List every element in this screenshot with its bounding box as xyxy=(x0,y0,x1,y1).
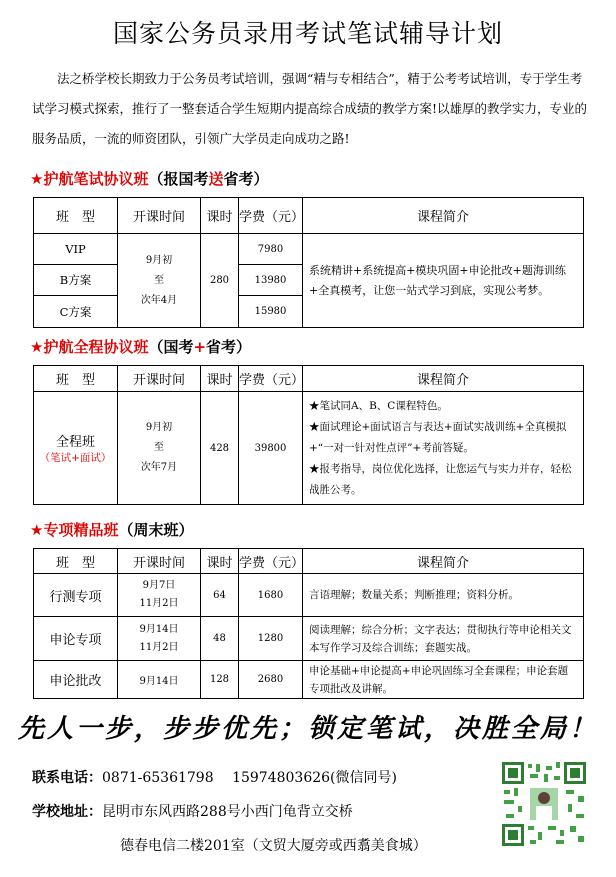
row-fee: 13980 xyxy=(239,265,303,296)
time-line: 9月7日 xyxy=(142,580,176,591)
section1-title: ★护航笔试协议班 xyxy=(30,170,149,188)
section1-paren-open: （报国考 xyxy=(148,170,209,188)
row-type: 申论批改 xyxy=(34,661,118,699)
row-desc: 阅读理解；综合分析；文字表达；贯彻执行等申论相关文本写作学习及综合训练；套题实战。 xyxy=(303,617,584,661)
time-line: 11月2日 xyxy=(139,641,179,653)
row-time xyxy=(118,574,201,617)
time-line: 9月初 xyxy=(145,254,173,266)
table-header-row xyxy=(34,198,584,234)
row-time xyxy=(118,234,201,328)
row-type: C方案 xyxy=(34,296,118,328)
table-header-row xyxy=(34,549,584,574)
time-line: 11月2日 xyxy=(139,598,179,609)
desc-line: ★面试理论+面试语言与表达+面试实战训练+全真模拟+“一对一针对性点评”+考前答疑。 xyxy=(309,420,567,454)
row-type: 行测专项 xyxy=(34,574,118,617)
header-type: 班 型 xyxy=(34,366,118,392)
row-hours: 428 xyxy=(201,392,239,505)
section1-paren-close: 省考） xyxy=(223,170,269,188)
table-row xyxy=(34,392,584,505)
time-line: 9月初 xyxy=(145,422,173,433)
phone-value: 0871-65361798 15974803626(微信同号) xyxy=(102,770,397,786)
section2-table xyxy=(33,365,584,505)
header-desc: 课程简介 xyxy=(303,549,584,574)
row-desc: 申论基础+申论提高+申论巩固练习全套课程；申论套题专项批改及讲解。 xyxy=(303,661,584,699)
type-sublabel: （笔试+面试） xyxy=(39,452,112,464)
row-fee: 39800 xyxy=(239,392,303,505)
header-fee: 学费（元） xyxy=(239,366,303,392)
row-fee: 1680 xyxy=(239,574,303,617)
header-type: 班 型 xyxy=(34,198,118,234)
qr-code-icon xyxy=(500,760,588,848)
section2-title: ★护航全程协议班 xyxy=(30,338,149,356)
table-header-row xyxy=(34,366,584,392)
section1-red-word: 送 xyxy=(208,170,224,188)
time-line: 至 xyxy=(154,442,164,453)
header-time: 开课时间 xyxy=(118,549,201,574)
header-desc: 课程简介 xyxy=(303,198,584,234)
row-type: 申论专项 xyxy=(34,617,118,661)
time-line: 9月14日 xyxy=(139,623,179,635)
row-fee: 15980 xyxy=(239,296,303,328)
header-desc: 课程简介 xyxy=(303,366,584,392)
section3-title: ★专项精品班 xyxy=(30,521,119,539)
row-hours: 48 xyxy=(201,617,239,661)
header-hours: 课时 xyxy=(201,366,239,392)
header-type: 班 型 xyxy=(34,549,118,574)
contact-address xyxy=(32,801,353,821)
header-fee: 学费（元） xyxy=(239,549,303,574)
table-row xyxy=(34,617,584,661)
section2-paren-close: 省考） xyxy=(206,338,252,356)
header-hours: 课时 xyxy=(201,198,239,234)
table-row xyxy=(34,661,584,699)
header-fee: 学费（元） xyxy=(239,198,303,234)
header-hours: 课时 xyxy=(201,549,239,574)
row-fee: 1280 xyxy=(239,617,303,661)
row-time: 9月14日 xyxy=(118,661,201,699)
page-title: 国家公务员录用考试笔试辅导计划 xyxy=(112,19,503,48)
time-line: 至 xyxy=(154,274,164,286)
desc-line: ★报考指导，岗位优化选择，让您运气与实力并存，轻松战胜公考。 xyxy=(309,462,572,496)
address-label: 学校地址： xyxy=(32,804,102,820)
row-type xyxy=(34,392,118,505)
section3-table xyxy=(33,548,584,699)
row-hours: 280 xyxy=(201,234,239,328)
table-row xyxy=(34,234,584,265)
contact-phone xyxy=(32,767,397,787)
section3-paren: （周末班） xyxy=(118,521,194,539)
row-time xyxy=(118,617,201,661)
row-fee: 2680 xyxy=(239,661,303,699)
time-line: 次年4月 xyxy=(140,294,178,306)
section1-table xyxy=(33,197,584,328)
desc-line: ★笔试同A、B、C课程特色。 xyxy=(309,399,448,412)
row-hours: 128 xyxy=(201,661,239,699)
table-row xyxy=(34,574,584,617)
time-line: 次年7月 xyxy=(140,462,178,473)
row-hours: 64 xyxy=(201,574,239,617)
section1-heading xyxy=(30,168,269,189)
row-desc xyxy=(303,392,584,505)
section2-paren-open: （国考 xyxy=(148,338,194,356)
section2-heading xyxy=(30,336,251,357)
row-type: B方案 xyxy=(34,265,118,296)
row-time xyxy=(118,392,201,505)
row-fee: 7980 xyxy=(239,234,303,265)
intro-paragraph: 法之桥学校长期致力于公务员考试培训，强调“精与专相结合”，精于公考考试培训，专于学生考试学习模式探索，推行了一整套适合学生短期内提高综合成绩的教学方案!以雄厚的教学实力，专业的服务品质，一流的师资团队，引领广大学员走向成功之路! xyxy=(32,71,588,146)
type-label: 全程班 xyxy=(55,435,95,450)
row-type: VIP xyxy=(34,234,118,265)
section2-red-word: + xyxy=(193,338,207,356)
row-desc: 言语理解；数量关系；判断推理；资料分析。 xyxy=(303,574,584,617)
phone-label: 联系电话： xyxy=(32,770,102,786)
contact-address-line2: 德春电信二楼201室（文贸大厦旁或西翥美食城） xyxy=(120,838,427,854)
row-desc: 系统精讲+系统提高+模块巩固+申论批改+题海训练+全真模考，让您一站式学习到底，实现公考梦。 xyxy=(303,234,584,328)
slogan: 先人一步，步步优先；锁定笔试，决胜全局！ xyxy=(17,714,598,744)
header-time: 开课时间 xyxy=(118,366,201,392)
header-time: 开课时间 xyxy=(118,198,201,234)
section3-heading xyxy=(30,519,193,540)
address-value: 昆明市东风西路288号小西门龟背立交桥 xyxy=(102,804,353,820)
